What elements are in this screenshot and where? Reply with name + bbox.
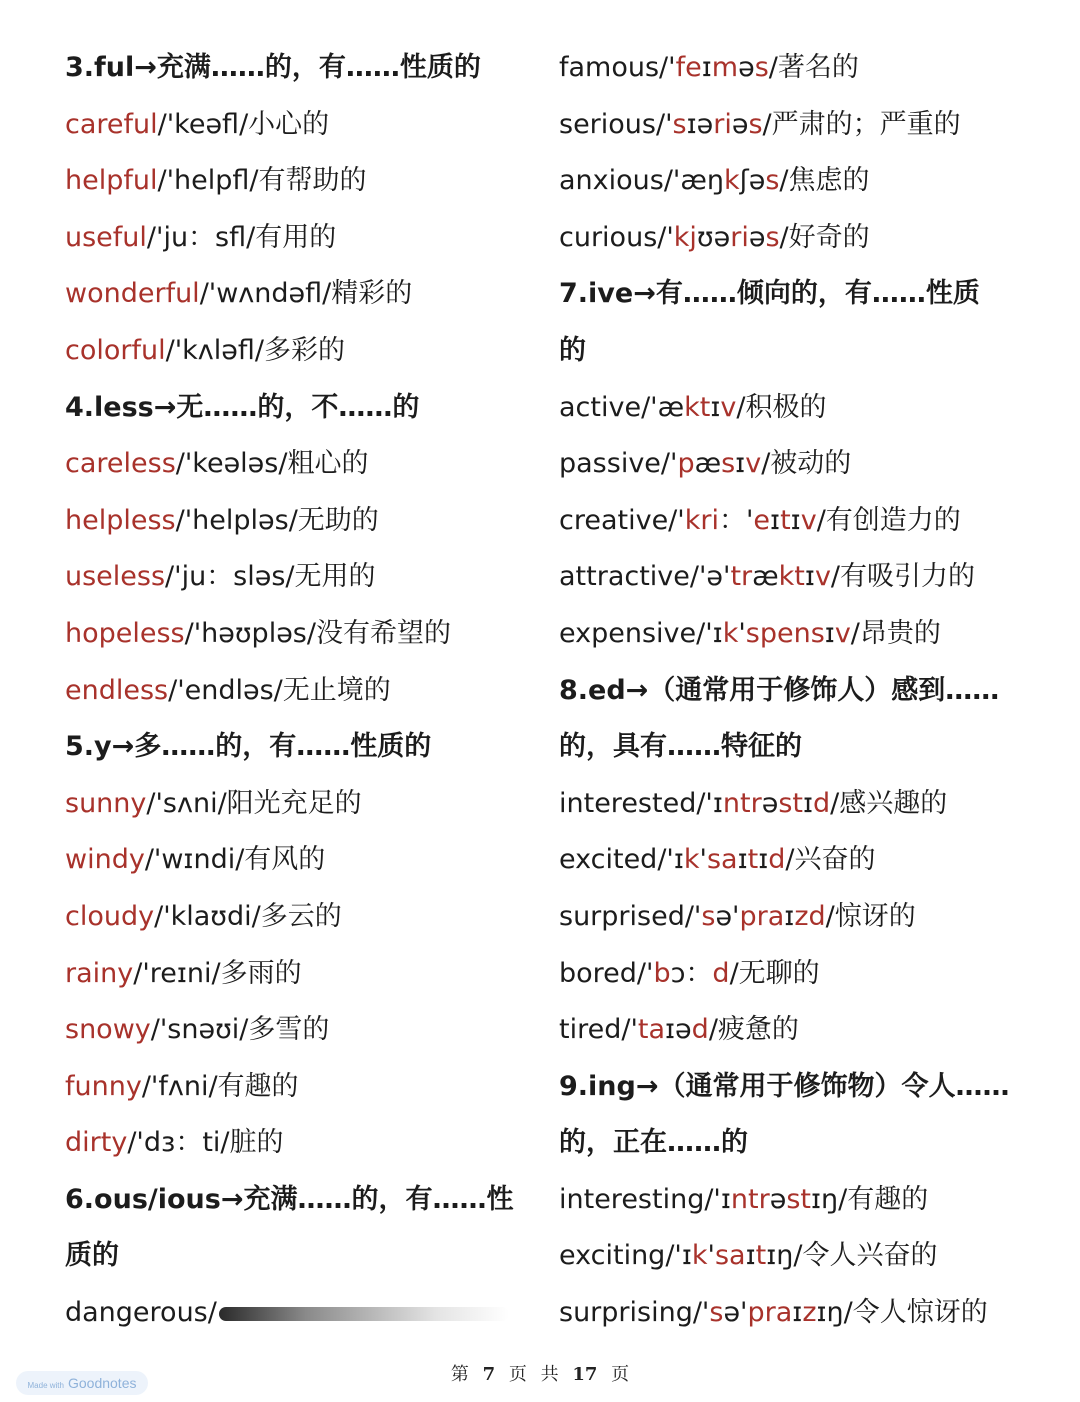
vocab-entry [65, 663, 525, 720]
phonetic-highlight: ri [730, 221, 749, 253]
entry-text: anxious/'æŋ [559, 165, 724, 197]
vocab-entry [559, 210, 1019, 267]
section-heading: 质的 [65, 1240, 119, 1272]
vocab-entry [559, 832, 1019, 889]
phonetic-highlight: s [765, 165, 780, 197]
vocab-entry [559, 97, 1019, 154]
phonetic-highlight: zd [794, 900, 826, 932]
phonetic-highlight: sa [714, 1240, 746, 1272]
vocab-word: rainy [65, 957, 134, 989]
entry-text: ' [707, 1240, 715, 1272]
phonetic-highlight: s [748, 108, 763, 140]
entry-text: ɪ [735, 448, 746, 480]
vocab-entry [559, 493, 1019, 550]
entry-text: active/'æ [559, 391, 685, 423]
phonetic-highlight: ri [713, 108, 732, 140]
phonetic-highlight: s [754, 52, 769, 83]
phonetic-highlight: tr [730, 561, 753, 593]
entry-text: /'keələs/粗心的 [175, 448, 369, 480]
entry-text: æ [694, 448, 722, 480]
phonetic-highlight: ntr [730, 1183, 770, 1215]
vocab-entry [65, 1115, 525, 1172]
entry-text: ɪ [710, 391, 721, 423]
entry-text: surprising/' [559, 1297, 710, 1329]
vocab-entry [65, 1285, 525, 1342]
entry-text: /有吸引力的 [830, 561, 976, 593]
entry-text: attractive/'ə' [559, 561, 731, 593]
vocab-word: snowy [65, 1014, 151, 1046]
entry-text: ʃə [739, 165, 766, 197]
vocab-entry [559, 606, 1019, 663]
vocab-entry [559, 40, 1019, 97]
entry-text: /好奇的 [779, 221, 870, 253]
entry-text: /焦虑的 [779, 165, 870, 197]
entry-text: expensive/'ɪ [559, 617, 723, 649]
phonetic-highlight: v [800, 504, 817, 536]
section-heading: 9.ing→（通常用于修饰物）令人…… [559, 1070, 1010, 1102]
entry-text: ɪ [745, 1240, 756, 1272]
entry-text: /'dɜ：ti/脏的 [127, 1127, 284, 1159]
entry-text: ə' [723, 1297, 748, 1329]
vocab-entry [65, 323, 525, 380]
section-heading: 的 [559, 334, 586, 366]
vocab-entry [65, 1059, 525, 1116]
phonetic-highlight: k [722, 617, 739, 649]
entry-text: /昂贵的 [850, 617, 941, 649]
phonetic-highlight: s [672, 108, 687, 140]
vocab-word: wonderful [65, 278, 200, 310]
entry-text: /'snəʊi/多雪的 [150, 1014, 330, 1046]
vocab-entry [65, 549, 525, 606]
entry-text: /'endləs/无止境的 [168, 674, 391, 706]
section-heading: 8.ed→（通常用于修饰人）感到…… [559, 674, 1000, 706]
badge-small-text: Made with [27, 1381, 64, 1390]
vocab-word: windy [65, 844, 145, 876]
entry-text: ɪ [758, 844, 769, 876]
section-heading: 5.y→多……的，有……性质的 [65, 731, 432, 763]
footer-mid1: 页 [508, 1364, 527, 1385]
entry-text: ɪŋ/令人兴奋的 [766, 1240, 938, 1272]
entry-text: ʊə [696, 221, 731, 253]
entry-text: ɪ [701, 52, 712, 83]
vocab-entry [65, 889, 525, 946]
vocab-word: dirty [65, 1127, 128, 1159]
vocab-entry [65, 946, 525, 1003]
entry-text: ɪ [737, 844, 748, 876]
vocab-word: sunny [65, 787, 147, 819]
badge-brand: Goodnotes [67, 1375, 137, 1391]
entry-text: ə [738, 52, 755, 83]
vocab-word: useful [65, 221, 147, 253]
section-heading: 的，正在……的 [559, 1127, 748, 1159]
entry-text: /严肃的；严重的 [762, 108, 961, 140]
vocab-word: cloudy [65, 900, 155, 932]
entry-text: /'reɪni/多雨的 [133, 957, 302, 989]
vocab-word: endless [65, 674, 169, 706]
vocab-entry [65, 832, 525, 889]
phonetic-highlight: s [709, 1297, 724, 1329]
entry-text: /兴奋的 [785, 844, 876, 876]
vocab-word: useless [65, 561, 166, 593]
vocab-word: hopeless [65, 617, 185, 649]
footer-suffix: 页 [611, 1364, 630, 1385]
vocab-entry [559, 153, 1019, 210]
entry-text: /惊讶的 [825, 900, 916, 932]
vocab-word: helpful [65, 165, 158, 197]
phonetic-highlight: ta [637, 1014, 666, 1046]
phonetic-highlight: k [723, 165, 740, 197]
entry-text: tired/' [559, 1014, 638, 1046]
phonetic-highlight: s [721, 448, 736, 480]
entry-text: interesting/'ɪ [559, 1183, 731, 1215]
phonetic-highlight: t [755, 1240, 767, 1272]
phonetic-highlight: t [747, 844, 759, 876]
entry-text: /疲惫的 [708, 1014, 799, 1046]
entry-text: serious/' [559, 108, 673, 140]
entry-text: /感兴趣的 [830, 787, 948, 819]
phonetic-highlight: d [768, 844, 786, 876]
entry-text: /'fʌni/有趣的 [141, 1070, 299, 1102]
phonetic-highlight: t [780, 504, 791, 536]
phonetic-highlight: kt [684, 391, 711, 423]
entry-text: ə [731, 108, 749, 140]
entry-text: ɪŋ/有趣的 [810, 1183, 929, 1215]
phonetic-highlight: d [813, 787, 831, 819]
entry-text: ɔ： [670, 957, 713, 989]
vocab-word: careless [65, 448, 176, 480]
entry-text: æ [752, 561, 779, 593]
section-heading: 7.ive→有……倾向的，有……性质 [559, 278, 980, 310]
vocab-entry [559, 1285, 1019, 1342]
phonetic-highlight: st [786, 1183, 811, 1215]
entry-text: ： [718, 504, 746, 536]
vocab-entry [65, 210, 525, 267]
entry-text: /'klaʊdi/多云的 [154, 900, 342, 932]
entry-text: ə' [715, 900, 740, 932]
vocab-word: funny [65, 1070, 142, 1102]
section-heading: 4.less→无……的，不……的 [65, 391, 420, 423]
vocab-entry [65, 1002, 525, 1059]
entry-text: ɪ [784, 900, 795, 932]
entry-text: /被动的 [761, 448, 852, 480]
vocab-entry [65, 493, 525, 550]
phonetic-highlight: st [778, 787, 803, 819]
vocab-entry [65, 606, 525, 663]
goodnotes-badge [16, 1371, 148, 1395]
entry-text: ɪ [770, 504, 781, 536]
footer-mid2: 共 [540, 1364, 559, 1385]
entry-text: ɪ [802, 787, 814, 819]
vocab-entry [65, 97, 525, 154]
entry-text: /著名的 [768, 52, 859, 83]
vocab-entry [559, 889, 1019, 946]
entry-text: ɪ [804, 561, 815, 593]
entry-text: /'həʊpləs/没有希望的 [184, 617, 451, 649]
entry-text: ə [748, 221, 766, 253]
section-heading: 的，具有……特征的 [559, 731, 802, 763]
phonetic-highlight: p [677, 448, 695, 480]
right-column [559, 40, 1019, 1342]
phonetic-highlight: e [753, 504, 771, 536]
entry-text: /有创造力的 [816, 504, 961, 536]
entry-text: ɪə [686, 108, 714, 140]
vocab-word: careful [65, 108, 158, 140]
vocab-entry [559, 1228, 1019, 1285]
vocab-word: helpless [65, 504, 176, 536]
entry-text: bored/' [559, 957, 654, 989]
phonetic-highlight: kj [673, 221, 697, 253]
entry-text: /'wɪndi/有风的 [144, 844, 326, 876]
phonetic-highlight: s [701, 900, 716, 932]
phonetic-highlight: pra [747, 1297, 793, 1329]
entry-text: ɪ [790, 504, 801, 536]
entry-text: excited/'ɪ [559, 844, 684, 876]
phonetic-highlight: kri [684, 504, 719, 536]
phonetic-highlight: fe [675, 52, 702, 83]
entry-text: dangerous/ [65, 1297, 217, 1329]
entry-text: ə [769, 1183, 787, 1215]
vocab-entry [559, 946, 1019, 1003]
entry-text: surprised/' [559, 900, 702, 932]
entry-text: ' [745, 504, 754, 536]
phonetic-highlight: spens [745, 617, 825, 649]
entry-text: /'kʌləfl/多彩的 [165, 334, 345, 366]
phonetic-highlight: k [683, 844, 700, 876]
phonetic-highlight: v [745, 448, 762, 480]
vocab-entry [559, 1002, 1019, 1059]
entry-text: /'helpləs/无助的 [175, 504, 379, 536]
entry-text: passive/' [559, 448, 678, 480]
phonetic-highlight: s [765, 221, 780, 253]
entry-text: interested/'ɪ [559, 787, 723, 819]
phonetic-highlight: b [653, 957, 671, 989]
left-column [65, 40, 525, 1342]
entry-text: /'ju：sləs/无用的 [165, 561, 376, 593]
vocab-entry [65, 776, 525, 833]
entry-text: ' [738, 617, 746, 649]
phonetic-highlight: pra [739, 900, 785, 932]
entry-text: ɪŋ/令人惊讶的 [816, 1297, 988, 1329]
section-heading: 6.ous/ious→充满……的，有……性 [65, 1183, 514, 1215]
phonetic-highlight: ntr [722, 787, 762, 819]
entry-text: /无聊的 [729, 957, 820, 989]
vocab-entry [559, 776, 1019, 833]
entry-text: curious/' [559, 221, 674, 253]
total-page-count: 17 [572, 1364, 598, 1385]
phonetic-highlight: v [834, 617, 851, 649]
phonetic-highlight: d [691, 1014, 709, 1046]
phonetic-highlight: v [814, 561, 831, 593]
vocab-entry [65, 266, 525, 323]
footer-prefix: 第 [450, 1364, 469, 1385]
entry-text: ɪ [792, 1297, 803, 1329]
entry-text: /'ju：sfl/有用的 [146, 221, 337, 253]
phonetic-highlight: k [691, 1240, 708, 1272]
entry-text: ə [761, 787, 779, 819]
entry-text: ɪ [824, 617, 835, 649]
vocab-entry [65, 436, 525, 493]
phonetic-highlight: m [711, 52, 739, 83]
vocab-entry [559, 1172, 1019, 1229]
phonetic-highlight: d [712, 957, 730, 989]
phonetic-highlight: kt [778, 561, 805, 593]
entry-text: ɪə [665, 1014, 692, 1046]
vocab-entry [559, 436, 1019, 493]
entry-text: /'helpfl/有帮助的 [157, 165, 367, 197]
entry-text: /'wʌndəfl/精彩的 [199, 278, 413, 310]
page-footer [0, 1360, 1080, 1386]
entry-text: famous/' [559, 52, 676, 83]
entry-text: /'sʌni/阳光充足的 [146, 787, 362, 819]
current-page-number: 7 [482, 1364, 496, 1385]
vocab-entry [559, 380, 1019, 437]
faded-redaction [219, 1307, 509, 1321]
entry-text: creative/' [559, 504, 685, 536]
entry-text: /积极的 [736, 391, 827, 423]
entry-text: /'keəfl/小心的 [157, 108, 330, 140]
vocab-entry [559, 549, 1019, 606]
section-heading: 3.ful→充满……的，有……性质的 [65, 52, 481, 83]
vocab-entry [65, 153, 525, 210]
phonetic-highlight: v [720, 391, 737, 423]
vocab-word: colorful [65, 334, 166, 366]
phonetic-highlight: sa [706, 844, 738, 876]
phonetic-highlight: z [802, 1297, 817, 1329]
entry-text: exciting/'ɪ [559, 1240, 692, 1272]
entry-text: ' [699, 844, 707, 876]
